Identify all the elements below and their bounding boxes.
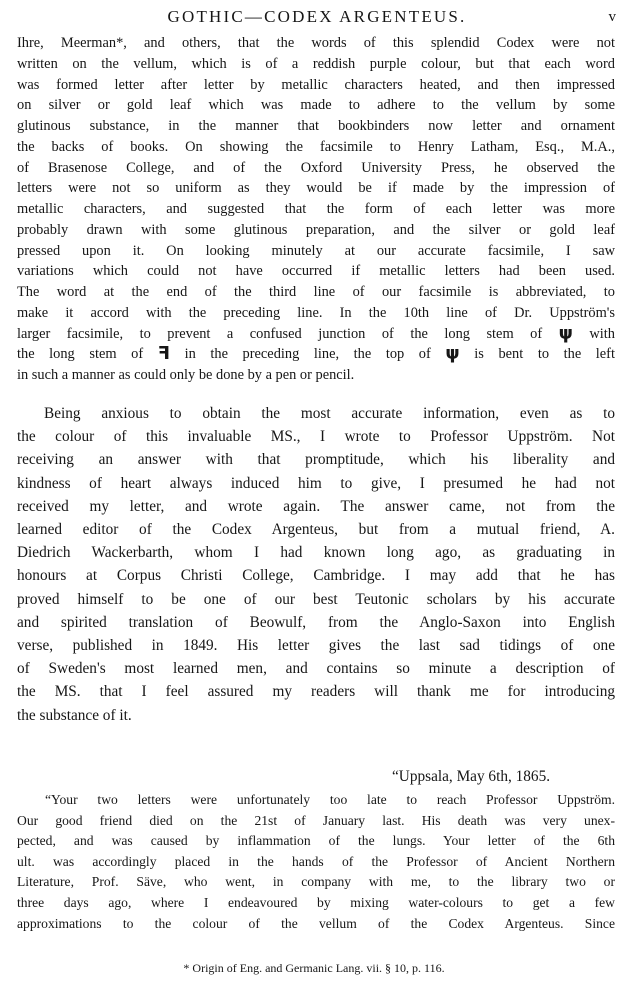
text-line: Diedrich Wackerbarth, whom I had known long ago, as graduating in: [17, 544, 615, 562]
text-line: kindness of heart always induced him to give, I presumed he had not: [17, 474, 615, 492]
text-line: verse, published in 1849. His letter gives the last sad tidings of one: [17, 637, 615, 655]
text-line: received my letter, and wrote again. The answer came, not from the: [17, 497, 615, 515]
text-line: Being anxious to obtain the most accurate information, even as to: [44, 405, 615, 422]
page-number: v: [608, 9, 616, 25]
text-line: pected, and was caused by inflammation of the lungs. Your letter of the 6th: [17, 833, 615, 849]
gothic-faihu-glyph-icon: ꟻ: [157, 344, 170, 365]
text-line: was formed letter after letter by metallic characters heated, and then impressed: [17, 76, 615, 93]
text-line: of Sweden's most learned men, and contains so minute a description of: [17, 660, 615, 678]
text-line: the substance of it.: [17, 706, 132, 724]
footnote: * Origin of Eng. and Germanic Lang. vii. § 10, p. 116.: [183, 961, 445, 975]
text-line-with-glyphs: [17, 344, 615, 365]
text-segment: in the preceding line, the top of: [184, 346, 431, 363]
text-line: approximations to the colour of the vellum of the Codex Argenteus. Since: [17, 915, 615, 931]
text-line: of Brasenose College, and of the Oxford University Press, he observed the: [17, 159, 615, 176]
text-line: in such a manner as could only be done by a pen or pencil.: [17, 367, 355, 383]
text-line: probably drawn with some glutinous preparation, and the silver or gold leaf: [17, 221, 615, 238]
letter-dateline: “Uppsala, May 6th, 1865.: [392, 768, 551, 785]
text-line: honours at Corpus Christi College, Cambridge. I may add that he has: [17, 567, 615, 585]
text-line: letters were not so uniform as they would be if made by the impression of: [17, 180, 615, 197]
text-line: the colour of this invaluable MS., I wrote to Professor Uppström. Not: [17, 428, 615, 446]
text-line: receiving an answer with that promptitude, which his liberality and: [17, 451, 615, 469]
text-line: Ihre, Meerman*, and others, that the words of this splendid Codex were not: [17, 35, 615, 51]
text-segment: the long stem of: [17, 346, 144, 363]
text-line: on silver or gold leaf which was made to adhere to the vellum by some: [17, 97, 615, 114]
text-line: written on the vellum, which is of a reddish purple colour, but that each word: [17, 55, 615, 72]
text-line: metallic characters, and suggested that the form of each letter was more: [17, 201, 615, 217]
text-segment: is bent to the left: [474, 346, 615, 363]
gothic-hwair-glyph-icon: ψ: [558, 323, 573, 344]
text-line: learned editor of the Codex Argenteus, but from a mutual friend, A.: [17, 521, 615, 539]
text-line: proved himself to be one of our best Teutonic scholars by his accurate: [17, 590, 615, 608]
text-segment: larger facsimile, to prevent a confused junction of the long stem of: [17, 325, 543, 342]
text-line: pressed upon it. On looking minutely at our accurate facsimile, I saw: [17, 242, 615, 259]
text-line: Literature, Prof. Säve, who went, in company with me, to the library two or: [17, 874, 615, 890]
text-line: The word at the end of the third line of our facsimile is abbreviated, to: [17, 284, 615, 300]
paragraph-meerman: [17, 33, 615, 386]
text-line: glutinous substance, in the manner that bookbinders now letter and ornament: [17, 118, 615, 134]
text-line: make it accord with the preceding line. In the 10th line of Dr. Uppström's: [17, 304, 615, 321]
running-header: [18, 6, 616, 28]
running-title: GOTHIC—CODEX ARGENTEUS.: [167, 7, 467, 26]
text-line: the backs of books. On showing the facsimile to Henry Latham, Esq., M.A.,: [17, 138, 615, 155]
quoted-letter: [17, 790, 615, 934]
text-line: three days ago, where I endeavoured by mixing water-colours to get a few: [17, 894, 615, 910]
text-line-with-glyph: [17, 324, 615, 345]
text-line: “Your two letters were unfortunately too late to reach Professor Uppström.: [45, 792, 615, 807]
text-line: variations which could not have occurred if metallic letters had been used.: [17, 263, 615, 280]
text-segment: with: [589, 325, 615, 342]
text-line: Our good friend died on the 21st of January last. His death was very unex-: [17, 812, 615, 828]
text-line: the MS. that I feel assured my readers will thank me for introducing: [17, 683, 615, 701]
text-line: and spirited translation of Beowulf, from the Anglo-Saxon into English: [17, 613, 615, 631]
paragraph-uppstrom: [17, 402, 615, 727]
gothic-hwair-glyph-icon: ψ: [445, 344, 460, 365]
text-line: ult. was accordingly placed in the hands of the Professor of Ancient Northern: [17, 853, 615, 869]
